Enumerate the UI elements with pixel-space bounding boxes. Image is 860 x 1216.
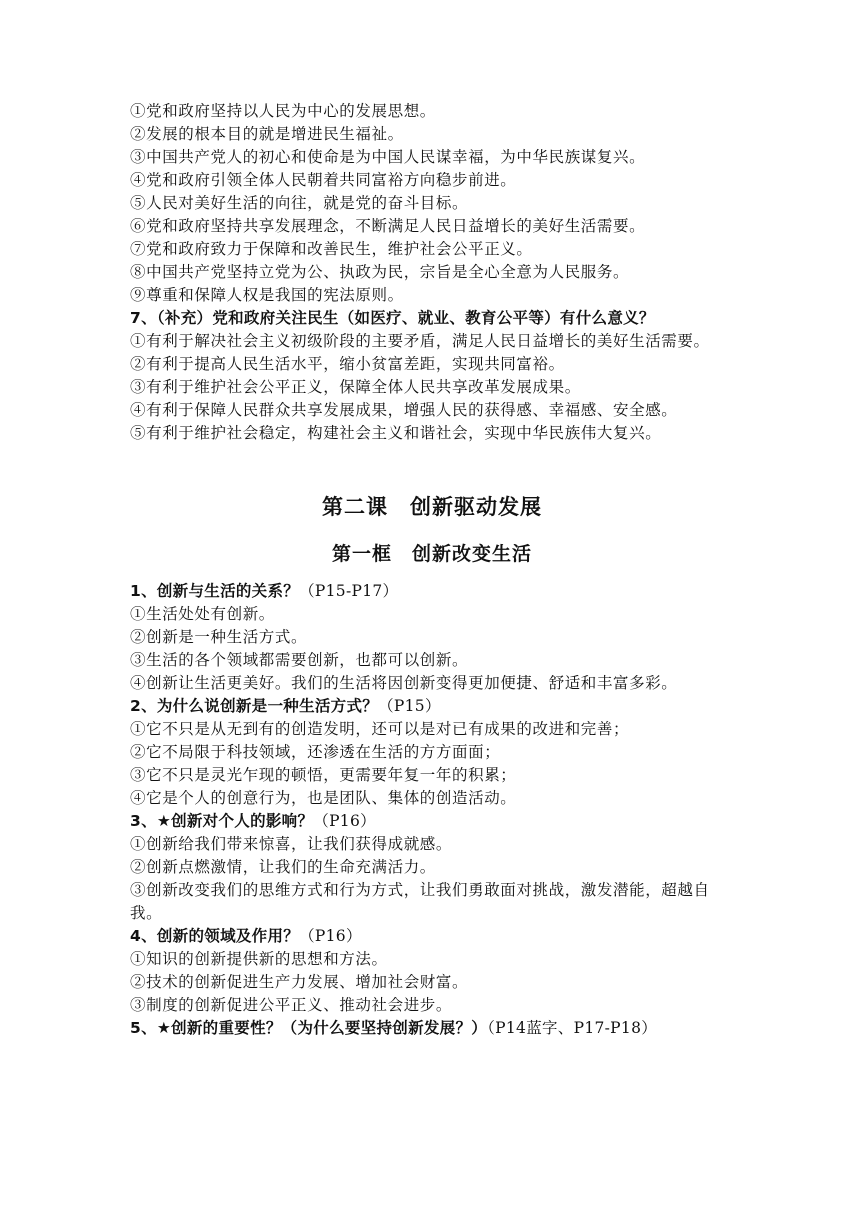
- question-text: 2、为什么说创新是一种生活方式？: [130, 697, 379, 715]
- page-reference: （P15-P17）: [299, 582, 399, 600]
- question-text: 4、创新的领域及作用？: [130, 927, 300, 945]
- list-item: ②创新是一种生活方式。: [130, 628, 308, 646]
- list-item: ⑤人民对美好生活的向往，就是党的奋斗目标。: [130, 194, 469, 212]
- list-item: ②创新点燃激情，让我们的生命充满活力。: [130, 858, 436, 876]
- page-reference: （P14蓝字、P17-P18）: [487, 1019, 658, 1037]
- question-title: [130, 925, 734, 948]
- list-item: ⑥党和政府坚持共享发展理念，不断满足人民日益增长的美好生活需要。: [130, 217, 646, 235]
- list-item: ③生活的各个领域都需要创新，也都可以创新。: [130, 651, 469, 669]
- lesson-title: 第二课 创新驱动发展: [322, 495, 542, 519]
- list-item: ⑤有利于维护社会稳定，构建社会主义和谐社会，实现中华民族伟大复兴。: [130, 424, 662, 442]
- list-item: ②技术的创新促进生产力发展、增加社会财富。: [130, 973, 469, 991]
- question-5: [130, 1017, 734, 1040]
- list-item: ②它不局限于科技领域，还渗透在生活的方方面面；: [130, 743, 501, 761]
- section1-list: [130, 100, 734, 307]
- question-text: 5、★创新的重要性？（为什么要坚持创新发展？）: [130, 1019, 488, 1037]
- list-item: ⑧中国共产党坚持立党为公、执政为民，宗旨是全心全意为人民服务。: [130, 263, 630, 281]
- question-7: [130, 307, 734, 445]
- list-item: ①创新给我们带来惊喜，让我们获得成就感。: [130, 835, 453, 853]
- list-item: ④它是个人的创意行为，也是团队、集体的创造活动。: [130, 789, 517, 807]
- list-item: ③创新改变我们的思维方式和行为方式，让我们勇敢面对挑战，激发潜能，超越自我。: [130, 881, 710, 922]
- page-reference: （P15）: [378, 697, 441, 715]
- list-item: ④党和政府引领全体人民朝着共同富裕方向稳步前进。: [130, 171, 517, 189]
- list-item: ②有利于提高人民生活水平，缩小贫富差距，实现共同富裕。: [130, 355, 565, 373]
- question-title: [130, 580, 734, 603]
- question-title: [130, 695, 734, 718]
- list-item: ④有利于保障人民群众共享发展成果，增强人民的获得感、幸福感、安全感。: [130, 401, 678, 419]
- page-reference: （P16）: [313, 812, 376, 830]
- list-item: ③制度的创新促进公平正义、推动社会进步。: [130, 996, 453, 1014]
- question-title: [130, 810, 734, 833]
- list-item: ③它不只是灵光乍现的顿悟，更需要年复一年的积累；: [130, 766, 517, 784]
- question-1: [130, 580, 734, 695]
- question-2: [130, 695, 734, 810]
- question-3: [130, 810, 734, 925]
- list-item: ⑦党和政府致力于保障和改善民生，维护社会公平正义。: [130, 240, 533, 258]
- list-item: ③中国共产党人的初心和使命是为中国人民谋幸福，为中华民族谋复兴。: [130, 148, 646, 166]
- page-reference: （P16）: [299, 927, 362, 945]
- list-item: ①知识的创新提供新的思想和方法。: [130, 950, 388, 968]
- question-4: [130, 925, 734, 1017]
- frame-title: 第一框 创新改变生活: [331, 543, 532, 565]
- question-title: [130, 1017, 734, 1040]
- question-text: 3、★创新对个人的影响？: [130, 812, 314, 830]
- list-item: ②发展的根本目的就是增进民生福祉。: [130, 125, 404, 143]
- list-item: ①生活处处有创新。: [130, 605, 275, 623]
- list-item: ⑨尊重和保障人权是我国的宪法原则。: [130, 286, 404, 304]
- list-item: ①党和政府坚持以人民为中心的发展思想。: [130, 102, 436, 120]
- question-text: 1、创新与生活的关系？: [130, 582, 300, 600]
- list-item: ③有利于维护社会公平正义，保障全体人民共享改革发展成果。: [130, 378, 581, 396]
- list-item: ①它不只是从无到有的创造发明，还可以是对已有成果的改进和完善；: [130, 720, 630, 738]
- list-item: ①有利于解决社会主义初级阶段的主要矛盾，满足人民日益增长的美好生活需要。: [130, 332, 710, 350]
- list-item: ④创新让生活更美好。我们的生活将因创新变得更加便捷、舒适和丰富多彩。: [130, 674, 678, 692]
- question-title: 7、（补充）党和政府关注民生（如医疗、就业、教育公平等）有什么意义？: [130, 309, 655, 327]
- document-page: [130, 100, 734, 1040]
